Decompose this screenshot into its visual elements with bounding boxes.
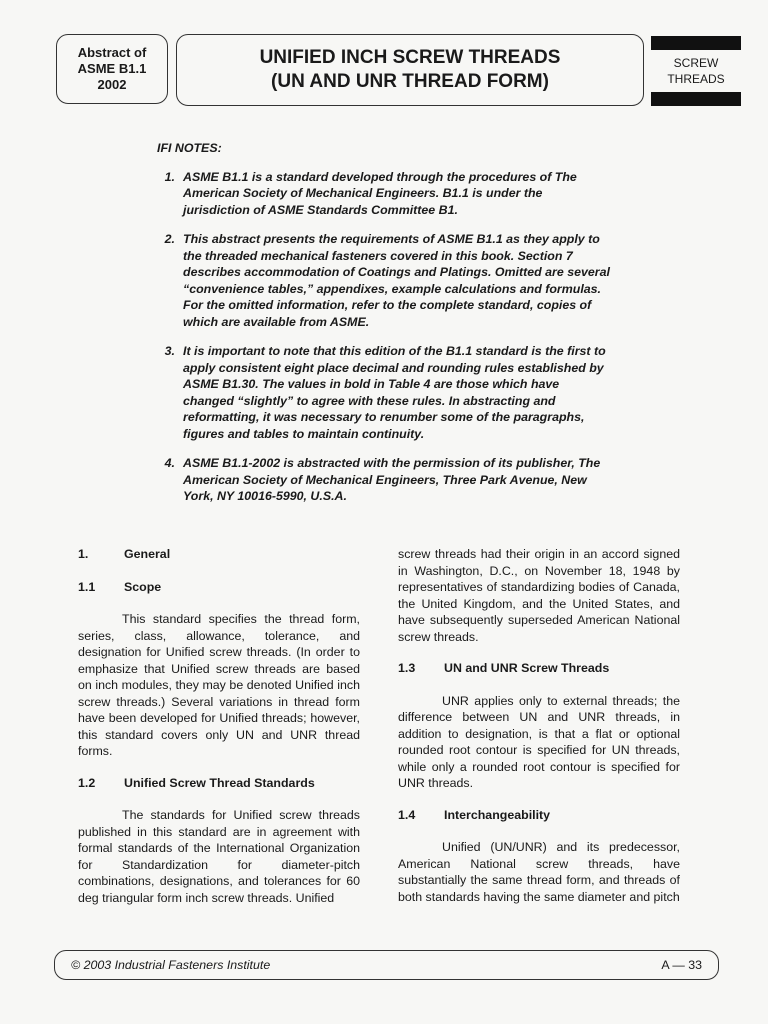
un-unr-paragraph: UNR applies only to external threads; the difference between UN and UNR threads, in addition to designation, is that a flat or optional rounded root contour is specified for UN threads, while only a rounded root contour is specified for UNR threads. [398,693,680,790]
section-heading-1-3 [398,660,680,677]
section-number: 1.2 [78,775,96,790]
section-number: 1.4 [398,807,416,822]
note-item [150,169,610,219]
section-heading-1-1 [78,579,360,596]
note-text: ASME B1.1-2002 is abstracted with the permission of its publisher, The American Society of Mechanical Engineers, Three Park Avenue, New York, NY 10016-5990, U.S.A. [183,456,601,503]
page-title [176,34,644,106]
section-title: Interchangeability [444,807,551,822]
abstract-box [56,34,168,104]
continued-paragraph: screw threads had their origin in an accord signed in Washington, D.C., on November 18, 1948 by representatives of standardizing bodies of Canada, the United Kingdom, and the United States, and have subsequently superseded American National screw threads. [398,547,680,644]
standards-paragraph: The standards for Unified screw threads published in this standard are in agreement with formal standards of the International Organization for Standardization for diameter-pitch combinations, designations, and tolerances for 60 deg triangular form inch screw threads. Unified [78,808,360,905]
note-text: It is important to note that this edition of the B1.1 standard is the first to apply consistent eight place decimal and rounding rules established by ASME B1.30. The values in bold in Table 4 are those which have changed “slightly” to agree with these rules. In abstracting and reformatting, it was necessary to renumber some of the paragraphs, figures and tables to maintain continuity. [183,344,606,441]
abstract-line-1: Abstract of [77,45,147,60]
section-title: UN and UNR Screw Threads [444,661,610,675]
section-title: General [124,547,171,561]
left-column [78,546,360,921]
abstract-line-3: 2002 [97,77,127,92]
title-line-2: (UN AND UNR THREAD FORM) [271,71,549,92]
note-number: 3. [164,344,175,358]
tab-line-1: SCREW [673,56,719,70]
note-text: This abstract presents the requirements of ASME B1.1 as they apply to the threaded mechanical fasteners covered in this book. Section 7 describes accommodation of Coatings and Platings. Omitted are several “convenience tables,” appendixes, example calculations and formulas. For the omitted information, refer to the complete standard, copies of which are available from ASME. [183,232,610,329]
section-heading-1 [78,546,360,563]
right-column [398,546,680,920]
section-number: 1.3 [398,661,416,675]
scope-paragraph: This standard specifies the thread form, series, class, allowance, tolerance, and designation for Unified screw threads. (In order to emphasize that Unified screw threads are based on inch modules, they may be denoted Unified inch screw threads.) Several variations in thread form have been developed for Unified threads; however, this standard covers only UN and UNR thread forms. [78,612,360,758]
section-heading-1-4 [398,807,680,824]
ifi-notes [150,140,610,518]
abstract-line-2: ASME B1.1 [77,61,147,76]
page-footer [54,950,719,980]
section-tab [651,36,741,106]
note-item [150,231,610,330]
title-line-1: UNIFIED INCH SCREW THREADS [259,47,561,68]
note-number: 1. [164,169,175,184]
copyright-text: © 2003 Industrial Fasteners Institute [71,958,271,972]
note-number: 2. [164,232,175,246]
note-item [150,455,610,505]
section-heading-1-2 [78,775,360,792]
interchangeability-paragraph: Unified (UN/UNR) and its predecessor, American National screw threads, have substantially the same thread form, and threads of both standards having the same diameter and pitch [398,840,680,904]
section-title: Scope [124,579,162,594]
section-number: 1.1 [78,579,96,594]
tab-line-2: THREADS [667,72,725,86]
notes-heading: IFI NOTES: [157,141,222,155]
section-title: Unified Screw Thread Standards [124,775,315,790]
note-number: 4. [164,456,175,470]
note-item [150,343,610,442]
section-number: 1. [78,547,89,561]
note-text: ASME B1.1 is a standard developed through the procedures of The American Society of Mechanical Engineers. B1.1 is under the jurisdiction of ASME Standards Committee B1. [183,169,577,217]
page-number: A — 33 [661,958,702,972]
